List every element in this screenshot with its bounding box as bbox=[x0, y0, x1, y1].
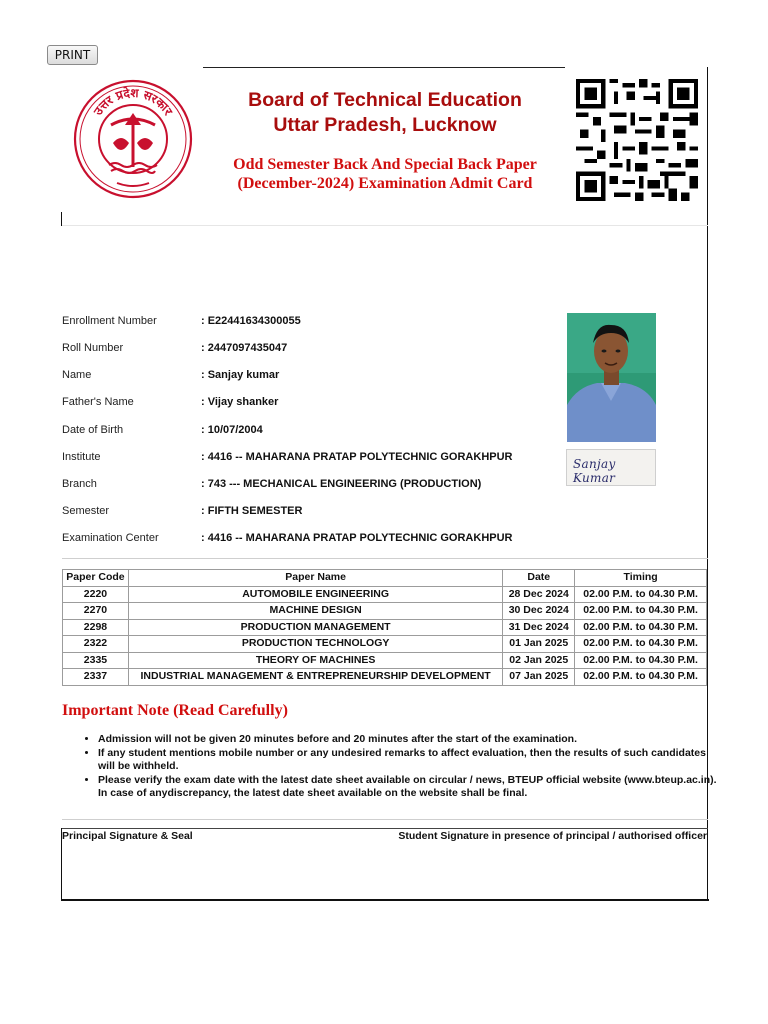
semester-label: Semester bbox=[62, 505, 110, 517]
header-timing: Timing bbox=[575, 570, 707, 587]
roll-number-value: : 2447097435047 bbox=[201, 342, 288, 354]
table-row bbox=[63, 603, 707, 620]
semester-value: : FIFTH SEMESTER bbox=[201, 505, 303, 517]
paper-timing: 02.00 P.M. to 04.30 P.M. bbox=[575, 669, 707, 686]
admit-card-subtitle-2: (December-2024) Examination Admit Card bbox=[237, 175, 533, 192]
admit-card-subtitle-1: Odd Semester Back And Special Back Paper bbox=[233, 156, 537, 173]
paper-name: PRODUCTION MANAGEMENT bbox=[128, 619, 502, 636]
paper-code: 2337 bbox=[63, 669, 129, 686]
table-row bbox=[63, 636, 707, 653]
papers-table-header bbox=[63, 570, 707, 587]
board-location: Uttar Pradesh, Lucknow bbox=[273, 114, 497, 136]
table-row bbox=[63, 669, 707, 686]
header-top-rule bbox=[203, 67, 565, 68]
candidate-photo bbox=[567, 313, 656, 442]
name-label: Name bbox=[62, 369, 92, 381]
paper-code: 2298 bbox=[63, 619, 129, 636]
branch-label: Branch bbox=[62, 478, 97, 490]
paper-code: 2220 bbox=[63, 586, 129, 603]
enrollment-value: : E22441634300055 bbox=[201, 315, 301, 327]
paper-timing: 02.00 P.M. to 04.30 P.M. bbox=[575, 636, 707, 653]
emblem-text: उत्तर प्रदेश सरकार bbox=[90, 85, 176, 118]
student-signature-label: Student Signature in presence of principal / authorised officer bbox=[398, 830, 707, 842]
note-item: • Please verify the exam date with the latest date sheet available on circular / news, BTEUP official website (www.bteup.ac.in). In case of anydiscrepancy, the latest date sheet available on the website shall be final. bbox=[98, 774, 723, 801]
table-row bbox=[63, 652, 707, 669]
name-value: : Sanjay kumar bbox=[201, 369, 280, 381]
institute-value: : 4416 -- MAHARANA PRATAP POLYTECHNIC GORAKHPUR bbox=[201, 451, 513, 463]
qr-code-icon bbox=[576, 76, 698, 204]
table-top-rule bbox=[62, 558, 708, 559]
paper-name: PRODUCTION TECHNOLOGY bbox=[128, 636, 502, 653]
paper-name: MACHINE DESIGN bbox=[128, 603, 502, 620]
principal-signature-label: Principal Signature & Seal bbox=[62, 830, 193, 842]
header-paper-code: Paper Code bbox=[63, 570, 129, 587]
left-border-top bbox=[61, 212, 62, 226]
paper-date: 28 Dec 2024 bbox=[503, 586, 575, 603]
table-row bbox=[63, 586, 707, 603]
papers-table bbox=[62, 569, 707, 686]
table-row bbox=[63, 619, 707, 636]
note-item: • If any student mentions mobile number or any undesired remarks to affect evaluation, then the results of such candidates will be withheld. bbox=[98, 747, 723, 774]
paper-timing: 02.00 P.M. to 04.30 P.M. bbox=[575, 586, 707, 603]
father-name-label: Father's Name bbox=[62, 396, 134, 408]
exam-center-label: Examination Center bbox=[62, 532, 159, 544]
up-government-emblem-icon bbox=[73, 77, 193, 200]
header-divider bbox=[62, 225, 708, 226]
dob-label: Date of Birth bbox=[62, 424, 124, 436]
paper-date: 02 Jan 2025 bbox=[503, 652, 575, 669]
paper-date: 07 Jan 2025 bbox=[503, 669, 575, 686]
institute-label: Institute bbox=[62, 451, 101, 463]
paper-code: 2322 bbox=[63, 636, 129, 653]
board-title: Board of Technical Education bbox=[248, 89, 522, 111]
candidate-signature bbox=[566, 449, 656, 486]
paper-timing: 02.00 P.M. to 04.30 P.M. bbox=[575, 603, 707, 620]
paper-date: 01 Jan 2025 bbox=[503, 636, 575, 653]
signature-top-rule bbox=[62, 828, 708, 829]
branch-value: : 743 --- MECHANICAL ENGINEERING (PRODUCTION) bbox=[201, 478, 482, 490]
signature-text: Sanjay Kumar bbox=[573, 457, 616, 485]
header-paper-name: Paper Name bbox=[128, 570, 502, 587]
important-note-list bbox=[76, 733, 723, 801]
paper-name: THEORY OF MACHINES bbox=[128, 652, 502, 669]
paper-name: INDUSTRIAL MANAGEMENT & ENTREPRENEURSHIP DEVELOPMENT bbox=[128, 669, 502, 686]
paper-date: 31 Dec 2024 bbox=[503, 619, 575, 636]
father-name-value: : Vijay shanker bbox=[201, 396, 279, 408]
print-button[interactable]: PRINT bbox=[47, 45, 98, 65]
page-bottom-border bbox=[61, 899, 709, 901]
paper-code: 2335 bbox=[63, 652, 129, 669]
dob-value: : 10/07/2004 bbox=[201, 424, 263, 436]
header-date: Date bbox=[503, 570, 575, 587]
exam-center-value: : 4416 -- MAHARANA PRATAP POLYTECHNIC GORAKHPUR bbox=[201, 532, 513, 544]
enrollment-label: Enrollment Number bbox=[62, 315, 157, 327]
notes-bottom-rule bbox=[62, 819, 708, 820]
important-note-title: Important Note (Read Carefully) bbox=[62, 702, 288, 719]
paper-code: 2270 bbox=[63, 603, 129, 620]
roll-number-label: Roll Number bbox=[62, 342, 124, 354]
paper-date: 30 Dec 2024 bbox=[503, 603, 575, 620]
paper-name: AUTOMOBILE ENGINEERING bbox=[128, 586, 502, 603]
paper-timing: 02.00 P.M. to 04.30 P.M. bbox=[575, 652, 707, 669]
note-item: • Admission will not be given 20 minutes before and 20 minutes after the start of the examination. bbox=[98, 733, 723, 747]
paper-timing: 02.00 P.M. to 04.30 P.M. bbox=[575, 619, 707, 636]
